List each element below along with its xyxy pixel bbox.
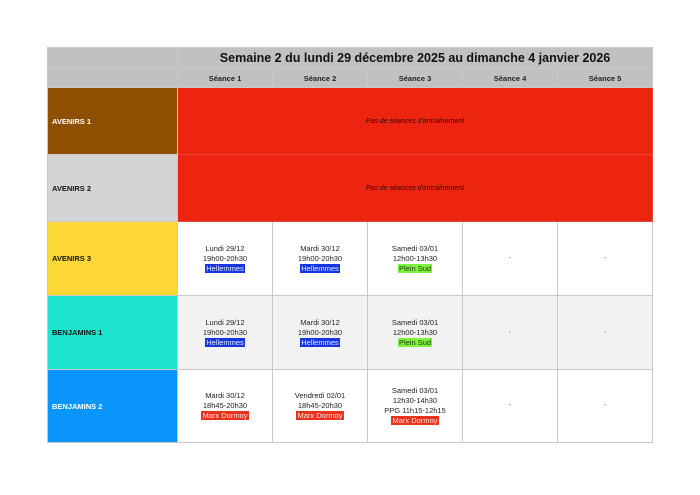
- week-title: Semaine 2 du lundi 29 décembre 2025 au dimanche 4 janvier 2026: [178, 48, 653, 69]
- group-label-benjamins-1: BENJAMINS 1: [48, 296, 178, 370]
- session-cell: [273, 296, 368, 370]
- session-time: 12h00-13h30: [392, 327, 438, 337]
- location-badge-plein-sud: Plein Sud: [398, 263, 432, 273]
- session-cell: [273, 370, 368, 443]
- session-day: Lundi 29/12: [205, 243, 245, 253]
- row-avenirs-2: [48, 155, 653, 222]
- column-header-seance-4: Séance 4: [463, 69, 558, 88]
- row-avenirs-1: [48, 88, 653, 155]
- session-time: 12h30-14h30: [392, 396, 438, 405]
- session-day: Mardi 30/12: [205, 391, 245, 400]
- location-badge-hellemmes: Hellemmes: [301, 263, 339, 273]
- row-benjamins-1: [48, 296, 653, 370]
- session-day: Vendredi 02/01: [294, 391, 346, 400]
- session-time: 12h00-13h30: [392, 253, 438, 263]
- column-header-seance-1: Séance 1: [178, 69, 273, 88]
- session-cell: [368, 296, 463, 370]
- group-label-avenirs-3: AVENIRS 3: [48, 222, 178, 296]
- location-badge-hellemmes: Hellemmes: [206, 263, 244, 273]
- empty-session-cell: -: [558, 222, 653, 296]
- group-label-avenirs-1: AVENIRS 1: [48, 88, 178, 155]
- group-label-avenirs-2: AVENIRS 2: [48, 155, 178, 222]
- row-benjamins-2: [48, 370, 653, 443]
- empty-session-cell: -: [463, 296, 558, 370]
- session-cell: [178, 296, 273, 370]
- session-day: Lundi 29/12: [205, 317, 245, 327]
- no-sessions-notice: Pas de séances d'entraînement: [178, 155, 653, 222]
- row-avenirs-3: [48, 222, 653, 296]
- session-time: 19h00-20h30: [297, 253, 343, 263]
- session-time: 18h45-20h30: [202, 401, 248, 410]
- corner-cell: [48, 48, 178, 69]
- session-extra: PPG 11h15-12h15: [384, 406, 446, 415]
- session-day: Mardi 30/12: [300, 317, 340, 327]
- session-day: Samedi 03/01: [391, 317, 439, 327]
- column-header-seance-5: Séance 5: [558, 69, 653, 88]
- session-day: Mardi 30/12: [300, 243, 340, 253]
- empty-session-cell: -: [558, 296, 653, 370]
- location-badge-hellemmes: Hellemmes: [301, 337, 339, 347]
- session-cell: [178, 370, 273, 443]
- session-day: Samedi 03/01: [391, 243, 439, 253]
- corner-cell-2: [48, 69, 178, 88]
- empty-session-cell: -: [558, 370, 653, 443]
- location-badge-marx-dormoy: Marx Dormoy: [297, 411, 343, 420]
- empty-session-cell: -: [463, 222, 558, 296]
- location-badge-hellemmes: Hellemmes: [206, 337, 244, 347]
- session-cell: [273, 222, 368, 296]
- no-sessions-notice: Pas de séances d'entraînement: [178, 88, 653, 155]
- columns-header-row: [48, 69, 653, 88]
- session-cell: [368, 370, 463, 443]
- session-time: 19h00-20h30: [202, 253, 248, 263]
- session-cell: [178, 222, 273, 296]
- column-header-seance-2: Séance 2: [273, 69, 368, 88]
- session-time: 19h00-20h30: [202, 327, 248, 337]
- schedule-table: [47, 47, 653, 443]
- location-badge-marx-dormoy: Marx Dormoy: [392, 416, 438, 425]
- session-time: 19h00-20h30: [297, 327, 343, 337]
- session-cell: [368, 222, 463, 296]
- location-badge-marx-dormoy: Marx Dormoy: [202, 411, 248, 420]
- empty-session-cell: -: [463, 370, 558, 443]
- location-badge-plein-sud: Plein Sud: [398, 337, 432, 347]
- session-day: Samedi 03/01: [391, 386, 439, 395]
- schedule-sheet: [47, 47, 652, 443]
- column-header-seance-3: Séance 3: [368, 69, 463, 88]
- session-time: 18h45-20h30: [297, 401, 343, 410]
- title-row: [48, 48, 653, 69]
- group-label-benjamins-2: BENJAMINS 2: [48, 370, 178, 443]
